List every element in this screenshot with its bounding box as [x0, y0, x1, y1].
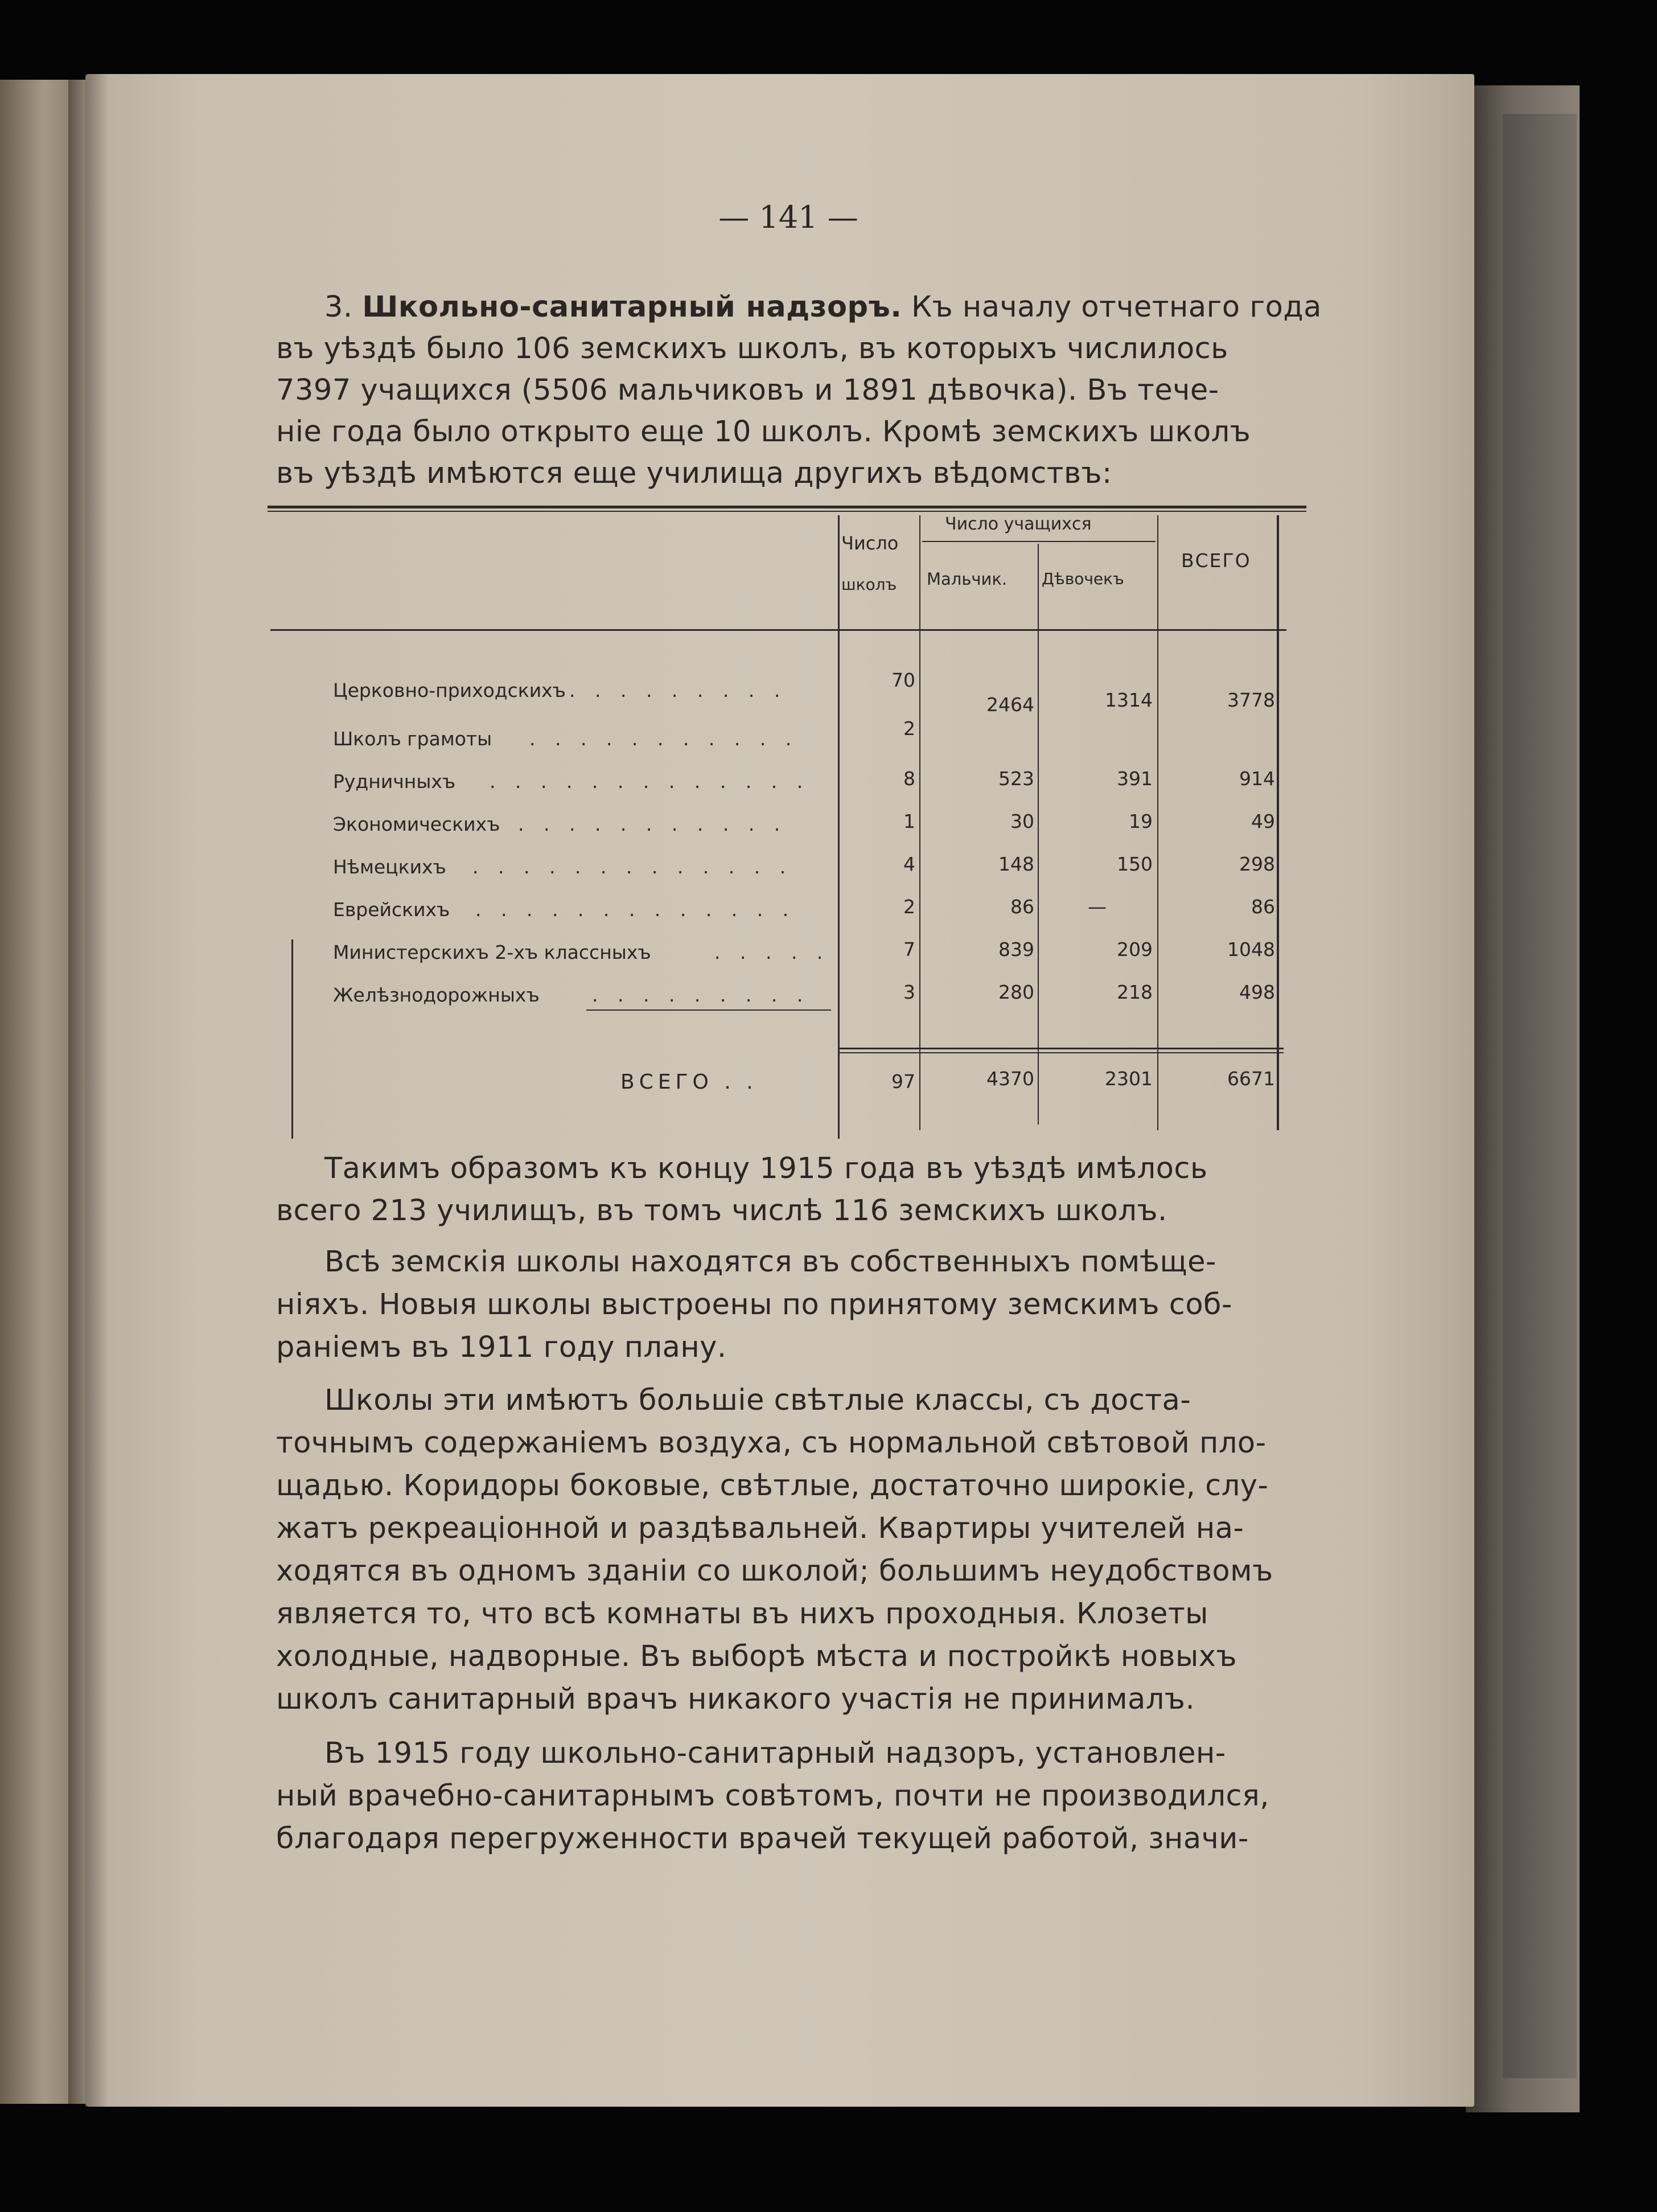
cell-total: 3778 [1227, 689, 1275, 711]
cell-girls: 150 [1117, 853, 1153, 875]
para4-line-5: ходятся въ одномъ зданіи со школой; большимъ неудобствомъ [276, 1554, 1273, 1588]
para1-rest: Къ началу отчетнаго года [902, 290, 1322, 324]
cell-boys: 2464 [986, 693, 1034, 716]
para4-line-6: является то, что всѣ комнаты въ нихъ проходныя. Клозеты [276, 1597, 1208, 1631]
cell-boys: 86 [1010, 896, 1034, 918]
header-schools-bottom: школъ [841, 575, 897, 594]
cell-boys: 280 [998, 981, 1034, 1003]
cell-total: 86 [1251, 896, 1275, 918]
para1-line-1 [324, 290, 1360, 324]
cell-schools: 2 [903, 896, 915, 918]
leader-dots: . . . . . . . . . . . . . [475, 898, 796, 921]
para3-line-1: Всѣ земскія школы находятся въ собственныхъ помѣще- [324, 1245, 1216, 1279]
para4-line-3: щадью. Коридоры боковые, свѣтлые, достаточно широкіе, слу- [276, 1469, 1269, 1503]
row-label: Еврейскихъ [333, 898, 450, 921]
pupils-left-rule [919, 515, 920, 1130]
cell-boys: 839 [998, 938, 1034, 961]
header-total: ВСЕГО [1181, 549, 1251, 572]
cell-schools: 1 [903, 810, 915, 832]
table-top-rule-thin [268, 511, 1306, 512]
para1-line-3: 7397 учащихся (5506 мальчиковъ и 1891 дѣвочка). Въ тече- [276, 374, 1219, 407]
header-pupils: Число учащихся [945, 514, 1092, 534]
total-rule [840, 1048, 1284, 1049]
cell-total: 49 [1251, 810, 1275, 832]
right-book-block [1503, 114, 1577, 2078]
para3-line-3: раніемъ въ 1911 году плану. [276, 1331, 727, 1364]
leader-dots: . . . . . . . . . . . [518, 813, 787, 835]
cell-schools: 2 [903, 717, 915, 740]
total-boys: 4370 [986, 1068, 1034, 1090]
para3-line-2: ніяхъ. Новыя школы выстроены по принятому земскимъ соб- [276, 1288, 1232, 1322]
right-vertical-rule [1277, 515, 1279, 1130]
para1-line-2: въ уѣздѣ было 106 земскихъ школъ, въ которыхъ числилось [276, 332, 1228, 366]
para2-line-2: всего 213 училищъ, въ томъ числѣ 116 земскихъ школъ. [276, 1194, 1167, 1228]
total-total: 6671 [1227, 1068, 1275, 1090]
leader-dots: . . . . . . . . . . . [529, 728, 799, 750]
total-rule-thin [840, 1052, 1284, 1053]
cell-girls: 19 [1129, 810, 1153, 832]
para1-line-4: ніе года было открыто еще 10 школъ. Кромѣ земскихъ школъ [276, 415, 1251, 449]
section-heading: Школьно-санитарный надзоръ. [362, 290, 902, 324]
header-boys: Мальчик. [927, 569, 1008, 589]
para5-line-3: благодаря перегруженности врачей текущей работой, значи- [276, 1822, 1249, 1856]
leader-dots: . . . . . [714, 941, 830, 963]
cell-total: 298 [1239, 853, 1275, 875]
cell-girls: 1314 [1105, 689, 1153, 711]
para4-line-8: школъ санитарный врачъ никакого участія не принималъ. [276, 1682, 1195, 1716]
cell-schools: 7 [903, 938, 915, 961]
left-page-edge [0, 80, 80, 2104]
para1-lead: 3. [324, 290, 363, 324]
row-label: Школъ грамоты [333, 728, 492, 750]
para1-line-5: въ уѣздѣ имѣются еще училища другихъ вѣдомствъ: [276, 457, 1112, 490]
girls-total-rule [1157, 515, 1158, 1130]
para4-line-1: Школы эти имѣютъ большіе свѣтлые классы, съ доста- [324, 1384, 1191, 1417]
boys-girls-rule [1038, 544, 1039, 1125]
header-bottom-rule [270, 629, 1286, 631]
para4-line-7: холодные, надворные. Въ выборѣ мѣста и постройкѣ новыхъ [276, 1640, 1237, 1673]
page-number: — 141 — [718, 199, 858, 235]
cell-boys: 30 [1010, 810, 1034, 832]
cell-schools: 70 [891, 669, 915, 691]
row-label: Желѣзнодорожныхъ [333, 984, 540, 1006]
cell-girls: 391 [1117, 768, 1153, 790]
page-fold-shadow [85, 74, 108, 2107]
pupils-subhead-rule [922, 541, 1156, 542]
para5-line-2: ный врачебно-санитарнымъ совѣтомъ, почти не производился, [276, 1779, 1269, 1813]
row-label: Нѣмецкихъ [333, 856, 446, 878]
para2-line-1: Такимъ образомъ къ концу 1915 года въ уѣздѣ имѣлось [324, 1152, 1208, 1185]
total-girls: 2301 [1105, 1068, 1153, 1090]
cell-boys: 148 [998, 853, 1034, 875]
leader-underline [586, 1009, 831, 1011]
para4-line-2: точнымъ содержаніемъ воздуха, съ нормальной свѣтовой пло- [276, 1426, 1267, 1460]
row-label: Рудничныхъ [333, 770, 456, 793]
cell-schools: 8 [903, 768, 915, 790]
leader-dots: . . . . . . . . . [569, 679, 787, 701]
leader-dots: . . . . . . . . . . . . . [472, 856, 793, 878]
header-girls: Дѣвочекъ [1042, 569, 1124, 588]
cell-total: 914 [1239, 768, 1275, 790]
cell-girls: — [1088, 896, 1107, 918]
total-schools: 97 [891, 1070, 915, 1093]
cell-schools: 4 [903, 853, 915, 875]
cell-schools: 3 [903, 981, 915, 1003]
row-label: Церковно-приходскихъ [333, 679, 566, 701]
cell-total: 498 [1239, 981, 1275, 1003]
leader-dots: . . . . . . . . . . . . . [490, 770, 810, 793]
header-schools-top: Число [841, 532, 899, 554]
row-label: Экономическихъ [333, 813, 500, 835]
cell-girls: 218 [1117, 981, 1153, 1003]
leader-dots: . . . . . . . . . [592, 984, 810, 1006]
table-top-rule [268, 506, 1306, 508]
para5-line-1: Въ 1915 году школьно-санитарный надзоръ, установлен- [324, 1737, 1226, 1770]
total-row-label: ВСЕГО . . [620, 1070, 758, 1094]
cell-boys: 523 [998, 768, 1034, 790]
cell-total: 1048 [1227, 938, 1275, 961]
left-vertical-rule [291, 939, 293, 1139]
schools-column-rule [838, 515, 840, 1139]
cell-girls: 209 [1117, 938, 1153, 961]
para4-line-4: жатъ рекреаціонной и раздѣвальней. Квартиры учителей на- [276, 1512, 1244, 1545]
row-label: Министерскихъ 2-хъ классныхъ [333, 941, 651, 963]
